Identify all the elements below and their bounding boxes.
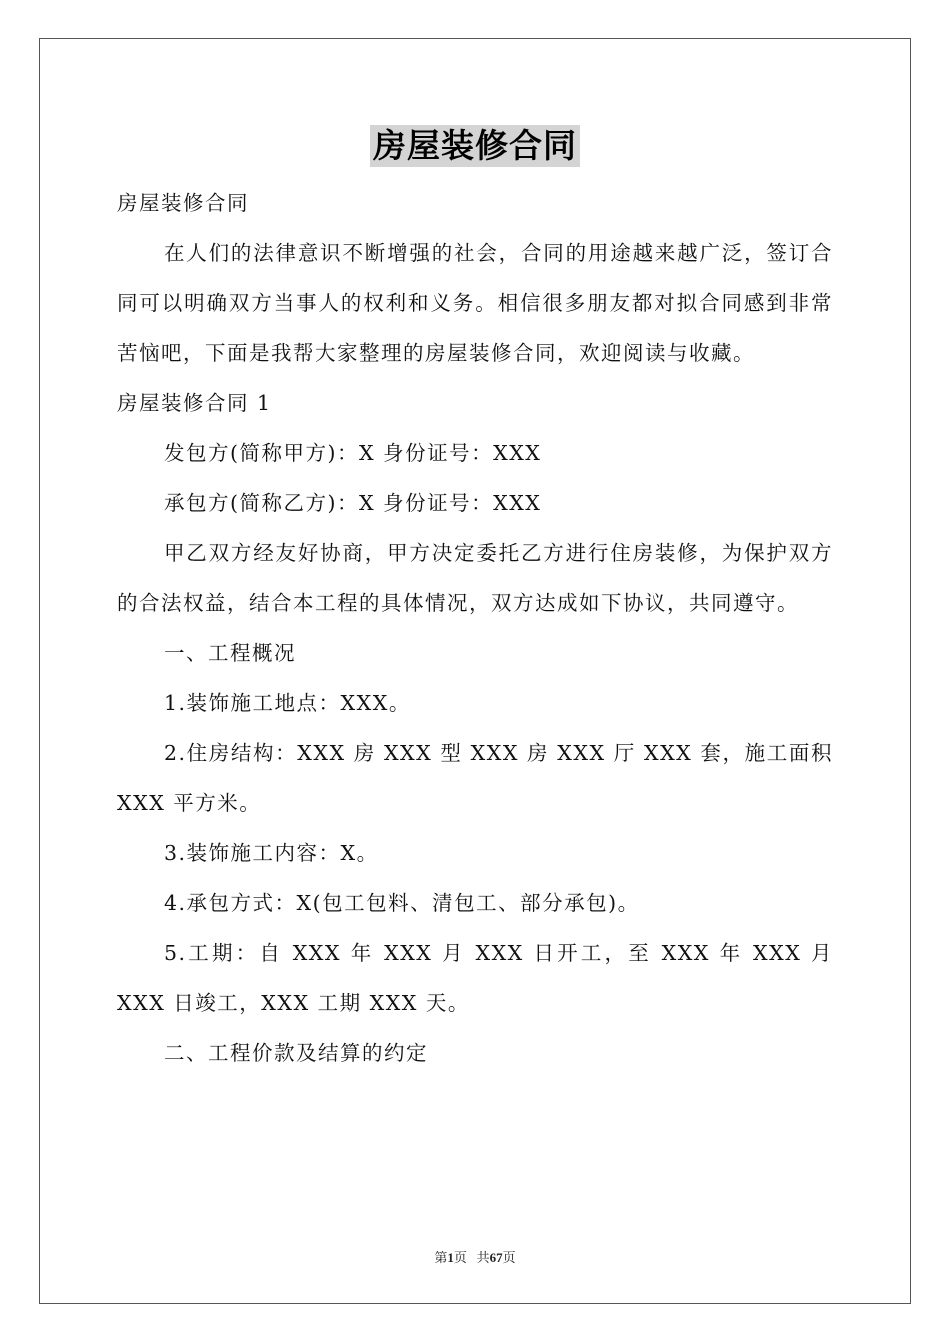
footer-prefix: 第	[434, 1250, 448, 1265]
paragraph: 在人们的法律意识不断增强的社会，合同的用途越来越广泛，签订合同可以明确双方当事人的权利和义务。相信很多朋友都对拟合同感到非常苦恼吧，下面是我帮大家整理的房屋装修合同，欢迎阅读与收藏。	[117, 241, 833, 365]
paragraph: 1.装饰施工地点：XXX。	[164, 691, 411, 715]
footer-page-suffix: 页	[453, 1250, 467, 1265]
paragraph: 房屋装修合同	[117, 191, 249, 215]
page-footer	[0, 1247, 950, 1266]
document-title: 房屋装修合同	[370, 125, 580, 167]
footer-page-number: 1	[447, 1250, 454, 1265]
paragraph: 甲乙双方经友好协商，甲方决定委托乙方进行住房装修，为保护双方的合法权益，结合本工程的具体情况，双方达成如下协议，共同遵守。	[117, 541, 833, 615]
paragraph: 二、工程价款及结算的约定	[164, 1041, 428, 1065]
paragraph: 承包方(简称乙方)：X 身份证号：XXX	[164, 491, 542, 515]
paragraph: 2.住房结构：XXX 房 XXX 型 XXX 房 XXX 厅 XXX 套，施工面积 XXX 平方米。	[117, 741, 833, 815]
title-container	[0, 125, 950, 167]
paragraph: 房屋装修合同 1	[117, 391, 272, 415]
paragraph: 发包方(简称甲方)：X 身份证号：XXX	[164, 441, 542, 465]
document-body	[117, 178, 833, 1078]
paragraph: 3.装饰施工内容：X。	[164, 841, 379, 865]
footer-total-prefix: 共	[476, 1250, 490, 1265]
footer-total-pages: 67	[489, 1250, 503, 1265]
paragraph: 一、工程概况	[164, 641, 296, 665]
paragraph: 5.工期：自 XXX 年 XXX 月 XXX 日开工，至 XXX 年 XXX 月 XXX 日竣工，XXX 工期 XXX 天。	[117, 941, 833, 1015]
paragraph: 4.承包方式：X(包工包料、清包工、部分承包)。	[164, 891, 640, 915]
footer-total-suffix: 页	[502, 1250, 516, 1265]
